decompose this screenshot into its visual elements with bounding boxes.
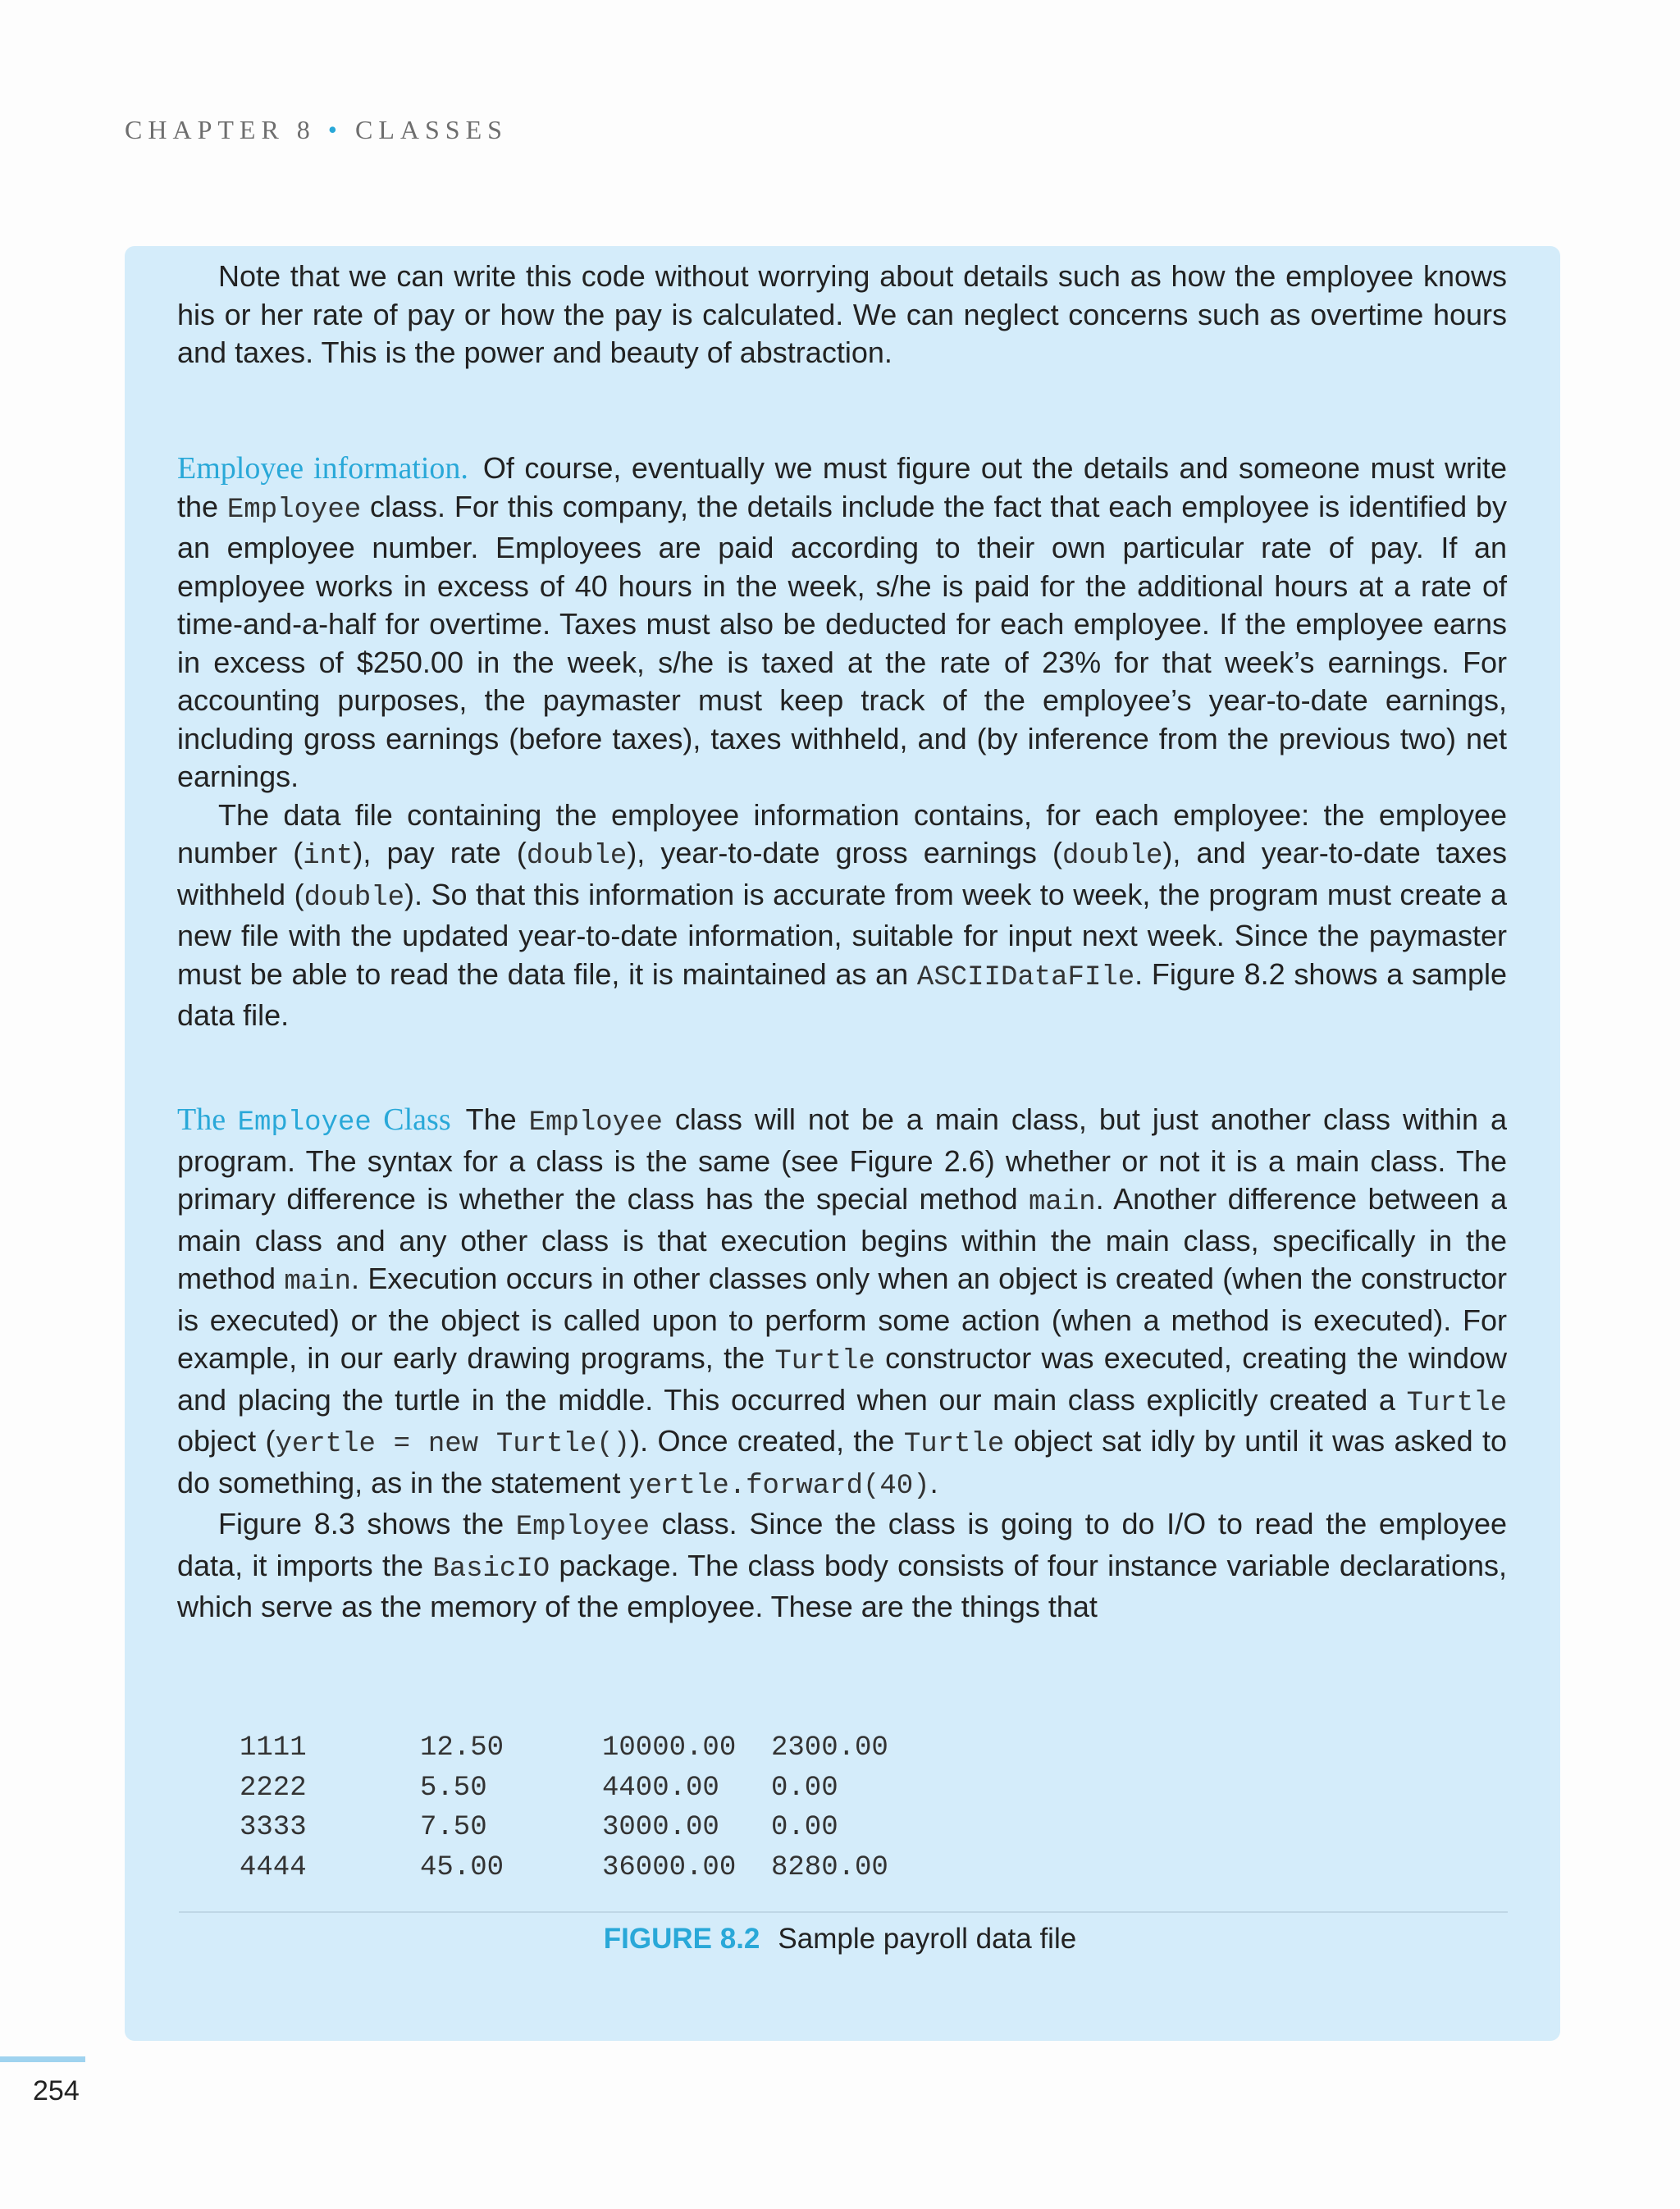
inline-code: main [284,1267,352,1298]
inline-code: main [1029,1187,1096,1218]
inline-code: BasicIO [432,1553,550,1585]
data-file-paragraph: The data file containing the employee information contains, for each employee: the employee number (int), pay rate (double), year-to-date gross earnings (double), and year-to-date taxes withheld (double). So that this information is accurate from week to week, the program must create a new file with the updated year-to-date information, suitable for input next week. Since the paymaster must be able to read the data file, it is maintained as an ASCIIDataFIle. Figure 8.2 shows a sample data file. [177,797,1508,1032]
section-heading-employee-class: The Employee Class [177,1102,451,1139]
employee-class-section [177,1101,1507,1627]
figure-label: FIGURE 8.2 [603,1923,760,1955]
inline-code: yertle.forward(40) [628,1470,930,1502]
intro-block [177,258,1507,372]
page-number-tab [0,2056,85,2062]
inline-code: Employee [528,1107,663,1139]
section-heading-employee-information: Employee information. [177,451,468,486]
inline-code: ASCIIDataFIle [916,961,1135,993]
figure-caption [0,1923,1680,1956]
inline-code: Turtle [1406,1387,1507,1419]
employee-information-paragraph: Employee information. Of course, eventually we must figure out the details and someone must write the Employee class. For this company, the details include the fact that each employee is identified by an employee number. Employees are paid according to their own particular rate of pay. If an employee works in excess of 40 hours in the week, s/he is paid for the additional hours at a rate of time-and-a-half for overtime. Taxes must also be deducted for each employee. If the employee earns in excess of $250.00 in the week, s/he is taxed at the rate of 23% for that week’s earnings. For accounting purposes, the paymaster must keep track of the employee’s year-to-date earnings, including gross earnings (before taxes), taxes withheld, and (by inference from the previous two) net earnings. [177,451,1507,793]
inline-code: Employee [515,1512,651,1543]
inline-code: Turtle [774,1346,875,1377]
employee-class-figure-paragraph: Figure 8.3 shows the Employee class. Since the class is going to do I/O to read the employee data, it imports the BasicIO package. The class body consists of four instance variable declarations, which serve as the memory of the employee. These are the things that [177,1507,1508,1623]
employee-class-paragraph: The Employee Class The Employee class will not be a main class, but just another class within a program. The syntax for a class is the same (see Figure 2.6) whether or not it is a main class. The primary difference is whether the class has the special method main. Another difference between a main class and any other class is that execution begins within the main class, specifically in the method main. Execution occurs in other classes only when an object is created (when the constructor is executed) or the object is called upon to perform some action (when a method is executed). For example, in our early drawing programs, the Turtle constructor was executed, creating the window and placing the turtle in the middle. This occurred when our main class explicitly created a Turtle object (yertle = new Turtle()). Once created, the Turtle object sat idly by until it was asked to do something, as in the statement yertle.forward(40). [177,1102,1508,1502]
inline-code: double [304,882,404,914]
figure-caption-text: Sample payroll data file [778,1923,1077,1955]
inline-code: Employee [226,494,362,526]
inline-code: int [303,841,354,872]
employee-information-section [177,450,1507,1035]
intro-paragraph: Note that we can write this code without worrying about details such as how the employee knows his or her rate of pay or how the pay is calculated. We can neglect concerns such as overtime hours and taxes. This is the power and beauty of abstraction. [177,259,1507,369]
inline-code: double [526,841,628,872]
inline-code: yertle = new Turtle() [275,1429,631,1460]
page-number: 254 [33,2075,80,2106]
inline-code: Turtle [903,1429,1005,1460]
figure-divider [179,1911,1508,1913]
separator-dot: • [327,115,343,144]
running-head [125,115,508,145]
chapter-title: CLASSES [355,115,508,144]
chapter-label: CHAPTER 8 [125,115,316,144]
inline-code: double [1062,841,1163,872]
